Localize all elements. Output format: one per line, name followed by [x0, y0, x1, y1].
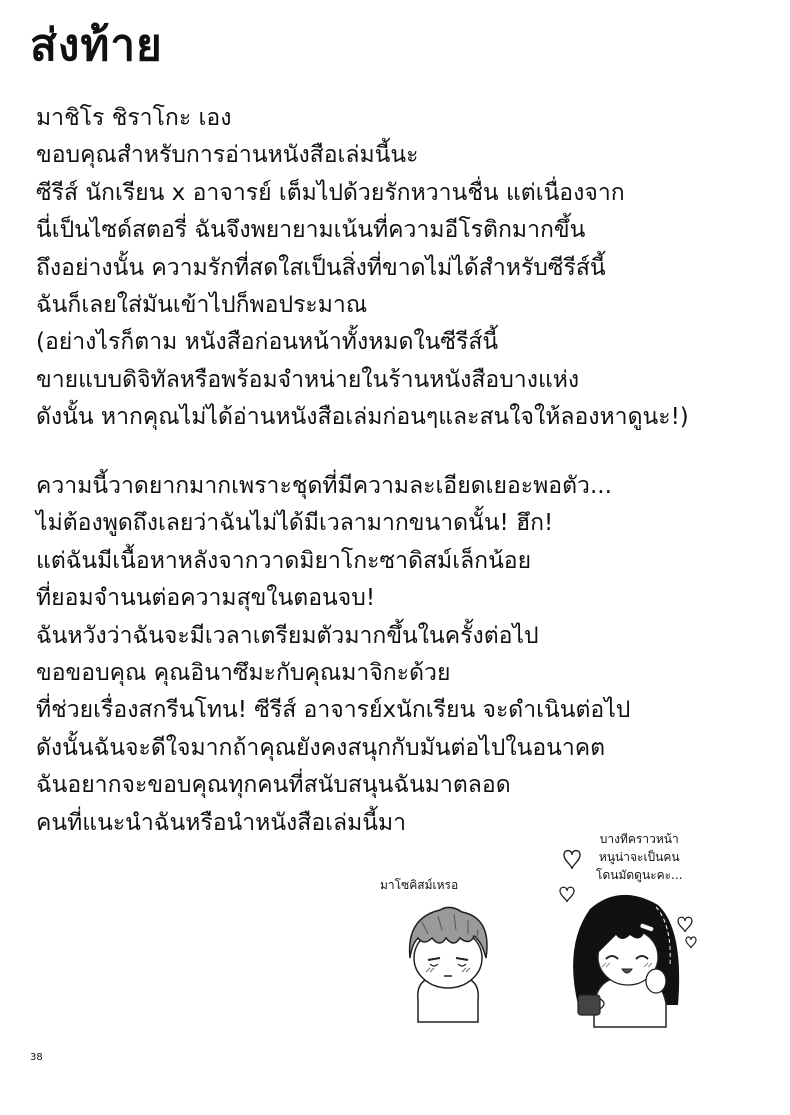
heart-icon [560, 887, 574, 902]
text-line: ขายแบบดิจิทัลหรือพร้อมจำหน่ายในร้านหนังสือบางแห่ง [36, 366, 580, 393]
text-line: ไม่ต้องพูดถึงเลยว่าฉันไม่ได้มีเวลามากขนาดนั้น! ฮึก! [36, 510, 554, 537]
heart-icon [564, 851, 580, 870]
page-number: 38 [30, 1052, 43, 1063]
boy-chibi-illustration [388, 900, 508, 1025]
text-line: (อย่างไรก็ตาม หนังสือก่อนหน้าทั้งหมดในซีรีส์นี้ [36, 329, 499, 356]
text-line: ขอบคุณสำหรับการอ่านหนังสือเล่มนี้นะ [36, 142, 419, 169]
girl-chibi-illustration [560, 885, 710, 1027]
text-line: แต่ฉันมีเนื้อหาหลังจากวาดมิยาโกะซาดิสม์เล็กน้อย [36, 547, 532, 574]
text-line: ฉันอยากจะขอบคุณทุกคนที่สนับสนุนฉันมาตลอด [36, 772, 511, 799]
text-line: คนที่แนะนำฉันหรือนำหนังสือเล่มนี้มา [36, 809, 407, 836]
text-line: ที่ช่วยเรื่องสกรีนโทน! ซีรีส์ อาจารย์xนักเรียน จะดำเนินต่อไป [36, 697, 631, 724]
text-line: ซีรีส์ นักเรียน x อาจารย์ เต็มไปด้วยรักหวานชื่น แต่เนื่องจาก [36, 179, 625, 206]
text-line: ถึงอย่างนั้น ความรักที่สดใสเป็นสิ่งที่ขาดไม่ได้สำหรับซีรีส์นี้ [36, 254, 606, 281]
page-title: ส่งท้าย [30, 20, 163, 71]
boy-caption: มาโซคิสม์เหรอ [380, 878, 459, 892]
afterword-paragraph-2 [36, 468, 776, 842]
afterword-paragraph-1 [36, 100, 776, 437]
text-line: ที่ยอมจำนนต่อความสุขในตอนจบ! [36, 585, 376, 612]
text-line: นี่เป็นไซด์สตอรี่ ฉันจึงพยายามเน้นที่ความอีโรติกมากขึ้น [36, 217, 586, 244]
text-line: ฉันหวังว่าฉันจะมีเวลาเตรียมตัวมากขึ้นในครั้งต่อไป [36, 622, 539, 649]
heart-icon [678, 917, 692, 932]
text-line: ความนี้วาดยากมากเพราะชุดที่มีความละเอียดเยอะพอตัว... [36, 473, 612, 499]
text-line: ขอขอบคุณ คุณอินาซึมะกับคุณมาจิกะด้วย [36, 660, 451, 687]
text-line: ดังนั้นฉันจะดีใจมากถ้าคุณยังคงสนุกกับมันต่อไปในอนาคต [36, 734, 606, 761]
text-line: ฉันก็เลยใส่มันเข้าไปก็พอประมาณ [36, 292, 368, 319]
heart-icon [686, 937, 696, 948]
girl-caption [596, 830, 683, 884]
text-line: ดังนั้น หากคุณไม่ได้อ่านหนังสือเล่มก่อนๆและสนใจให้ลองหาดูนะ!) [36, 404, 689, 431]
girl-caption-line: โดนมัดดูนะคะ... [596, 868, 683, 882]
girl-caption-line: หนูน่าจะเป็นคน [598, 850, 680, 864]
girl-caption-line: บางทีคราวหน้า [599, 832, 679, 846]
text-line: มาชิโร ชิราโกะ เอง [36, 105, 232, 131]
